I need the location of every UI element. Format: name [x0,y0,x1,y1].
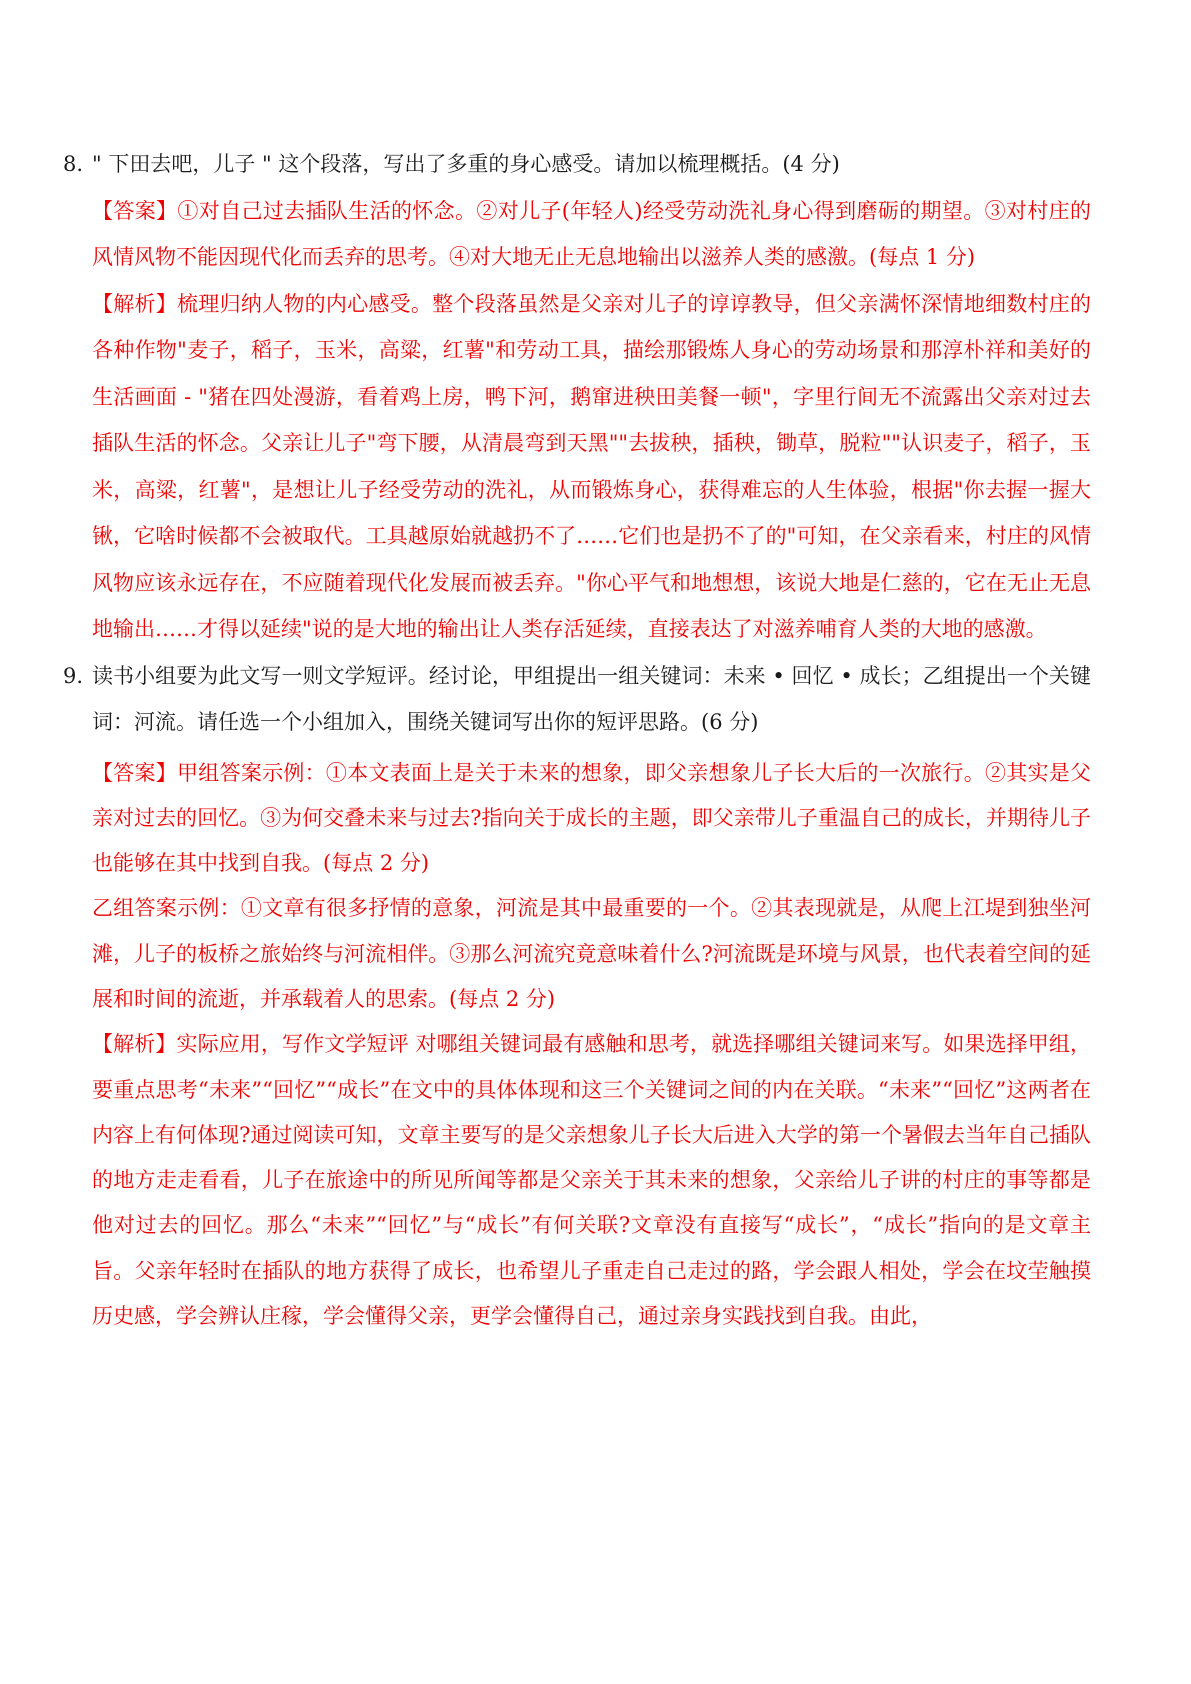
question-number: 9. [63,663,84,688]
answer-group-b: 乙组答案示例：①文章有很多抒情的意象，河流是其中最重要的一个。②其表现就是，从爬上江堤到独坐河滩，儿子的板桥之旅始终与河流相伴。③那么河流究竟意味着什么?河流既是环境与风景，也代表着空间的延展和时间的流逝，并承载着人的思索。(每点 2 分) [92,896,1091,1011]
answer-section [63,751,1091,1340]
question-8 [63,141,1091,188]
question-number: 8. [63,152,84,176]
analysis-text: 【解析】梳理归纳人物的内心感受。整个段落虽然是父亲对儿子的谆谆教导，但父亲满怀深情地细数村庄的各种作物"麦子，稻子，玉米，高粱，红薯"和劳动工具，描绘那锻炼人身心的劳动场景和那淳朴祥和美好的生活画面 - "猪在四处漫游，看着鸡上房，鸭下河，鹅窜进秧田美餐一顿"，字里行间无不流露出父亲对过去插队生活的怀念。父亲让儿子"弯下腰，从清晨弯到天黑""去拔秧，插秧，锄草，脱粒""认识麦子，稻子，玉米，高粱，红薯"，是想让儿子经受劳动的洗礼，从而锻炼身心，获得难忘的人生体验，根据"你去握一握大锹，它啥时候都不会被取代。工具越原始就越扔不了……它们也是扔不了的"可知，在父亲看来，村庄的风情风物应该永远存在，不应随着现代化发展而被丢弃。"你心平气和地想想，该说大地是仁慈的，它在无止无息地输出……才得以延续"说的是大地的输出让人类存活延续，直接表达了对滋养哺育人类的大地的感激。 [92,291,1091,641]
answer-group-a: 【答案】甲组答案示例：①本文表面上是关于未来的想象，即父亲想象儿子长大后的一次旅行。②其实是父亲对过去的回忆。③为何交叠未来与过去?指向关于成长的主题，即父亲带儿子重温自己的成长，并期待儿子也能够在其中找到自我。(每点 2 分) [92,760,1091,876]
question-prompt: 读书小组要为此文写一则文学短评。经讨论，甲组提出一组关键词：未来 • 回忆 • 成长；乙组提出一个关键词：河流。请任选一个小组加入，围绕关键词写出你的短评思路。(6 分) [92,663,1091,734]
analysis-text: 【解析】实际应用，写作文学短评 对哪组关键词最有感触和思考，就选择哪组关键词来写。如果选择甲组，要重点思考“未来”“回忆”“成长”在文中的具体体现和这三个关键词之间的内在关联。“未来”“回忆”这两者在内容上有何体现?通过阅读可知，文章主要写的是父亲想象儿子长大后进入大学的第一个暑假去当年自己插队的地方走走看看，儿子在旅途中的所见所闻等都是父亲关于其未来的想象，父亲给儿子讲的村庄的事等都是他对过去的回忆。那么“未来”“回忆”与“成长”有何关联?文章没有直接写“成长”，“成长”指向的是文章主旨。父亲年轻时在插队的地方获得了成长，也希望儿子重走自己走过的路，学会跟人相处，学会在坟茔触摸历史感，学会辨认庄稼，学会懂得父亲，更学会懂得自己，通过亲身实践找到自我。由此， [92,1032,1091,1329]
question-prompt: " 下田去吧，儿子 " 这个段落，写出了多重的身心感受。请加以梳理概括。(4 分) [92,152,840,176]
question-9 [63,653,1091,745]
answer-text: 【答案】①对自己过去插队生活的怀念。②对儿子(年轻人)经受劳动洗礼身心得到磨砺的期望。③对村庄的风情风物不能因现代化而丢弃的思考。④对大地无止无息地输出以滋养人类的感激。(每点 1 分) [92,198,1091,269]
